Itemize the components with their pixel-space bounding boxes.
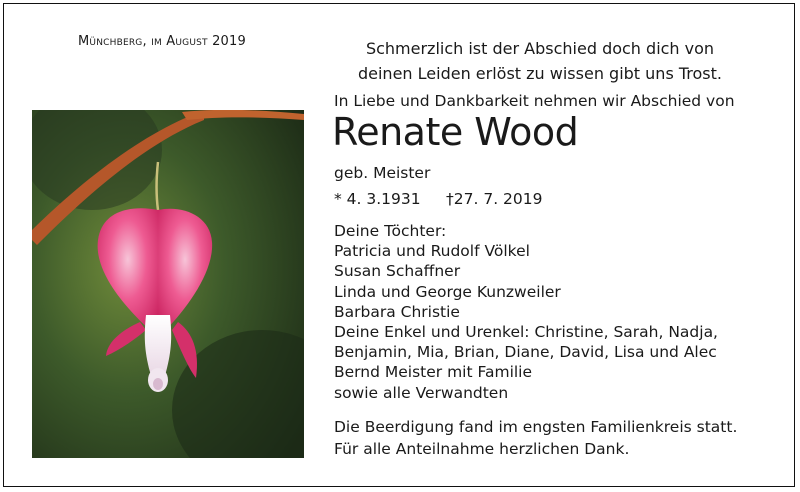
mourners-list — [334, 221, 718, 403]
mourner-line: Susan Schaffner — [334, 262, 461, 281]
quote-line: deinen Leiden erlöst zu wissen gibt uns Trost. — [357, 64, 722, 83]
place-and-date: Münchberg, im August 2019 — [78, 34, 246, 49]
death-date: †27. 7. 2019 — [446, 190, 543, 208]
closing-line: Die Beerdigung fand im engsten Familienkreis statt. — [334, 418, 738, 436]
closing-line: Für alle Anteilnahme herzlichen Dank. — [334, 440, 630, 458]
flower-illustration — [32, 110, 304, 458]
maiden-name: geb. Meister — [334, 164, 431, 182]
birth-date: * 4. 3.1931 — [334, 190, 421, 208]
mourner-line: Bernd Meister mit Familie — [334, 363, 533, 382]
mourner-line: Barbara Christie — [334, 302, 460, 321]
mourner-line: Benjamin, Mia, Brian, Diane, David, Lisa und Alec — [334, 343, 717, 362]
farewell-intro: In Liebe und Dankbarkeit nehmen wir Abschied von — [334, 92, 735, 110]
quote — [330, 36, 750, 86]
mourner-line: Deine Enkel und Urenkel: Christine, Sarah, Nadja, — [334, 323, 718, 342]
mourner-line: Linda und George Kunzweiler — [334, 282, 561, 301]
mourner-line: sowie alle Verwandten — [334, 383, 509, 402]
bleeding-heart-flower-photo — [32, 110, 304, 458]
closing-remarks — [334, 416, 737, 460]
deceased-name: Renate Wood — [332, 110, 579, 154]
mourner-line: Patricia und Rudolf Völkel — [334, 242, 530, 261]
quote-line: Schmerzlich ist der Abschied doch dich von — [365, 39, 715, 58]
life-dates — [334, 190, 543, 208]
mourner-line: Deine Töchter: — [334, 222, 447, 240]
